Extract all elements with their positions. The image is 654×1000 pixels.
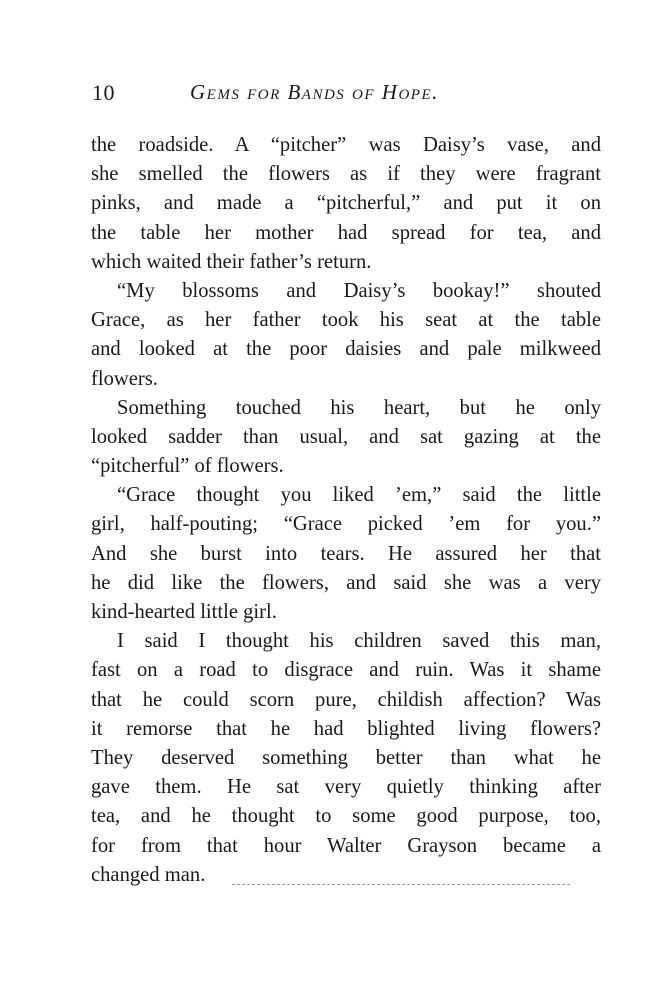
text-line: kind-hearted little girl. bbox=[91, 601, 277, 623]
text-line: They deserved something better than what he bbox=[91, 746, 601, 769]
text-line: he did like the flowers, and said she was a very bbox=[91, 571, 601, 594]
text-line: she smelled the flowers as if they were fragrant bbox=[91, 163, 601, 186]
text-line: gave them. He sat very quietly thinking after bbox=[91, 776, 601, 799]
text-line: “Grace thought you liked ’em,” said the little bbox=[117, 484, 601, 507]
text-line: the table her mother had spread for tea, and bbox=[91, 221, 601, 244]
body-text bbox=[91, 131, 601, 890]
text-line: and looked at the poor daisies and pale milkweed bbox=[91, 338, 601, 361]
page-header bbox=[92, 80, 604, 110]
page-number: 10 bbox=[92, 80, 115, 105]
end-rule bbox=[232, 884, 570, 886]
text-line: that he could scorn pure, childish affection? Was bbox=[91, 688, 601, 711]
text-line: “My blossoms and Daisy’s bookay!” shouted bbox=[117, 279, 601, 302]
text-line: the roadside. A “pitcher” was Daisy’s vase, and bbox=[91, 134, 601, 156]
text-line: girl, half-pouting; “Grace picked ’em for you.” bbox=[91, 513, 601, 536]
text-line: changed man. bbox=[91, 863, 206, 886]
text-line: for from that hour Walter Grayson became a bbox=[91, 834, 601, 857]
text-line: And she burst into tears. He assured her that bbox=[91, 542, 601, 565]
text-line: “pitcherful” of flowers. bbox=[91, 455, 284, 478]
text-line: fast on a road to disgrace and ruin. Was it shame bbox=[91, 659, 601, 682]
text-line: it remorse that he had blighted living flowers? bbox=[91, 717, 601, 740]
text-line: flowers. bbox=[91, 367, 158, 390]
text-line: tea, and he thought to some good purpose, too, bbox=[91, 805, 601, 828]
text-line: I said I thought his children saved this man, bbox=[117, 630, 601, 653]
text-line: Grace, as her father took his seat at the table bbox=[91, 309, 601, 332]
text-line: pinks, and made a “pitcherful,” and put it on bbox=[91, 192, 601, 215]
running-title: Gems for Bands of Hope. bbox=[190, 80, 439, 104]
text-line: Something touched his heart, but he only bbox=[117, 396, 601, 419]
text-line: looked sadder than usual, and sat gazing at the bbox=[91, 425, 601, 448]
text-line: which waited their father’s return. bbox=[91, 250, 372, 273]
